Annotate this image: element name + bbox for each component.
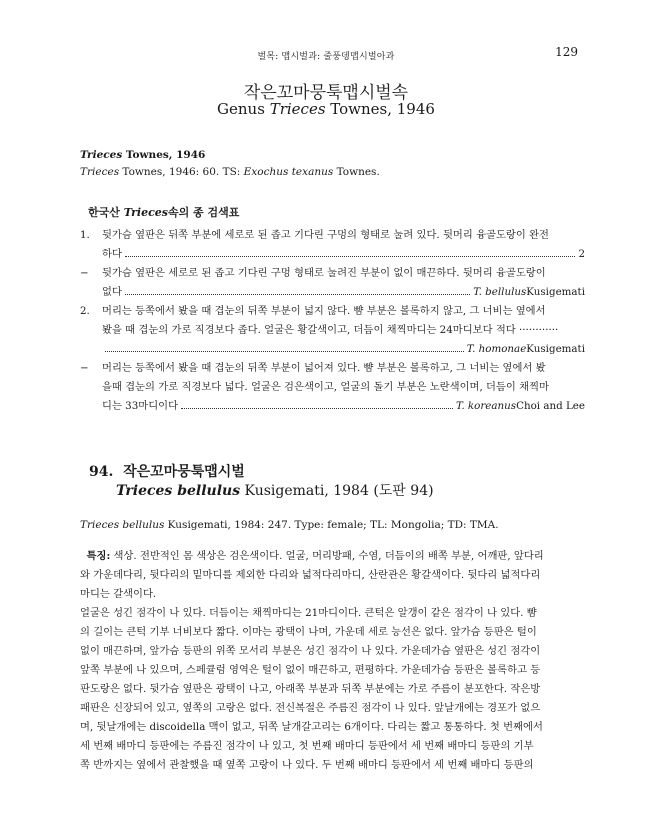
key-line (80, 302, 585, 321)
species-korean-name: 작은꼬마뭉툭맵시벌 (123, 464, 245, 480)
dot-leader (125, 255, 576, 257)
genus-citation-line (80, 163, 585, 181)
key-text: 머리는 등쪽에서 봤을 때 겹눈의 뒤쪽 부분이 넓어져 있다. 뺨 부분은 볼록하고, 그 너비는 옆에서 봤 (102, 362, 546, 374)
synonymy-name: Trieces bellulus (80, 519, 165, 531)
page-number: 129 (555, 45, 578, 59)
genus-latin-title (0, 100, 652, 118)
species-latin-name: Trieces bellulus (116, 483, 241, 499)
key-text-leader (102, 397, 585, 416)
key-result: Choi and Lee (516, 400, 585, 412)
key-line (80, 340, 585, 359)
key-title-genus: Trieces (123, 206, 168, 219)
key-couplet-number: − (80, 267, 89, 279)
key-text-leader (102, 245, 585, 264)
key-text: 뒷가슴 옆판은 뒤쪽 부분에 세로로 된 좁고 기다린 구멍의 형태로 눌려 있다. 뒷머리 융골도랑이 완전 (102, 229, 549, 241)
species-heading (89, 461, 245, 481)
key-result: Kusigemati (526, 343, 585, 355)
description-label: 특징: (86, 550, 111, 562)
running-title: 벌목: 맵시벌과: 줄풍뎅맵시벌아과 (257, 52, 395, 62)
key-text: 없다 (102, 286, 122, 298)
description-line: 의 길이는 큰턱 기부 너비보다 짧다. 이마는 광택이 나며, 가운데 세로 능선은 없다. 앞가슴 등판은 털이 (80, 626, 537, 638)
citation-mid: Townes, 1946: 60. TS: (119, 166, 244, 178)
key-result-italic: T. bellulus (473, 286, 527, 298)
genus-citation-heading (80, 146, 585, 164)
citation-type-species: Exochus texanus (243, 166, 334, 178)
genus-author: Townes, 1946 (325, 100, 435, 118)
key-text: 을때 겹눈의 가로 직경보다 넓다. 얼굴은 검은색이고, 얼굴의 돌기 부분은 노란색이며, 더듬이 채찍마 (102, 381, 549, 393)
description-line: 앞쪽 부분에 나 있으며, 스페큘럼 영역은 털이 없이 매끈하고, 편평하다. 가운데가슴 등판은 볼록하고 등 (80, 664, 541, 676)
key-title-pre: 한국산 (88, 206, 124, 219)
species-number: 94. (89, 464, 114, 480)
key-line (80, 397, 585, 416)
description-line: 마디는 갈색이다. (80, 588, 157, 600)
key-line (80, 283, 585, 302)
key-line (80, 359, 585, 378)
key-couplet-number: − (80, 362, 89, 374)
key-text-leader (102, 283, 585, 302)
key-line (80, 226, 585, 245)
citation-genus: Trieces (80, 166, 120, 178)
description-line: 판도랑은 없다. 뒷가슴 옆판은 광택이 나고, 아래쪽 부분과 뒤쪽 부분에는 가로 주름이 분포한다. 작은방 (80, 683, 541, 695)
key-text: 봤을 때 겹눈의 가로 직경보다 좁다. 얼굴은 황갈색이고, 더듬이 채찍마디는 24마디보다 적다 ············ (102, 324, 559, 336)
key-line (80, 264, 585, 283)
description-line: 얼굴은 성긴 점각이 나 있다. 더듬이는 채찍마디는 21마디이다. 큰턱은 알갱이 같은 점각이 나 있다. 뺨 (80, 607, 537, 619)
key-couplet-number: 2. (80, 305, 90, 317)
synonymy-details: Kusigemati, 1984: 247. Type: female; TL: Mongolia; TD: TMA. (164, 519, 499, 531)
page-header (0, 45, 652, 65)
key-text: 뒷가슴 옆판은 세로로 된 좁고 기다린 구멍 형태로 눌려진 부분이 없이 매끈하다. 뒷머리 융골도랑이 (102, 267, 546, 279)
description-line (80, 547, 585, 566)
genus-latin-name: Trieces (269, 100, 326, 118)
key-result: 2 (578, 248, 585, 260)
dot-leader (181, 407, 453, 409)
species-latin-heading (116, 480, 434, 500)
genus-prefix: Genus (217, 100, 270, 118)
dot-leader (105, 350, 464, 352)
citation-end: Townes. (333, 166, 380, 178)
key-result-italic: T. koreanus (456, 400, 517, 412)
key-result-italic: T. homonae (466, 343, 527, 355)
species-author: Kusigemati, 1984 (도판 94) (240, 483, 434, 499)
key-line (80, 321, 585, 340)
synonymy-line (80, 519, 499, 531)
key-title-post: 속의 종 검색표 (167, 206, 240, 219)
citation-heading-italic: Trieces (80, 149, 123, 161)
description-line: 쪽 반까지는 옆에서 관찰했을 때 옆쪽 고랑이 나 있다. 두 번째 배마디 등판에서 세 번째 배마디 등판의 (80, 759, 534, 771)
key-line (80, 245, 585, 264)
description-line: 며, 뒷날개에는 discoidella 맥이 없고, 뒤쪽 날개갈고리는 6개이다. 다리는 짧고 통통하다. 첫 번째에서 (80, 721, 543, 733)
key-result: Kusigemati (526, 286, 585, 298)
key-text: 하다 (102, 248, 122, 260)
description-line: 세 번째 배마디 등판에는 주름진 점각이 나 있고, 첫 번째 배마디 등판에서 세 번째 배마디 등판의 기부 (80, 740, 534, 752)
key-text: 디는 33마디이다 (102, 400, 179, 412)
description-paragraph (80, 547, 585, 775)
citation-heading-rest: Townes, 1946 (122, 149, 206, 161)
key-text-leader (102, 340, 585, 359)
description-text: 색상. 전반적인 몸 색상은 검은색이다. 얼굴, 머리방패, 수염, 더듬이의 배쪽 부분, 어깨판, 앞다리 (110, 550, 544, 562)
key-title (88, 204, 239, 220)
description-line: 없이 매끈하며, 앞가슴 등판의 위쪽 모서리 부분은 성긴 점각이 나 있다. 가운데가슴 옆판은 성긴 점각이 (80, 645, 541, 657)
key-text: 머리는 등쪽에서 봤을 때 겹눈의 뒤쪽 부분이 넓지 않다. 뺨 부분은 볼록하지 않고, 그 너비는 옆에서 (102, 305, 546, 317)
key-couplet-number: 1. (80, 229, 90, 241)
description-line: 패판은 신장되어 있고, 옆쪽의 고랑은 없다. 전신복절은 주름진 점각이 나 있다. 앞날개에는 경포가 없으 (80, 702, 541, 714)
dot-leader (125, 293, 470, 295)
genus-korean-title: 작은꼬마뭉툭맵시벌속 (243, 83, 409, 103)
description-line: 와 가운데다리, 뒷다리의 밑마디를 제외한 다리와 넓적다리마디, 산란관은 황갈색이다. 뒷다리 넓적다리 (80, 569, 541, 581)
identification-key (80, 226, 585, 416)
key-line (80, 378, 585, 397)
